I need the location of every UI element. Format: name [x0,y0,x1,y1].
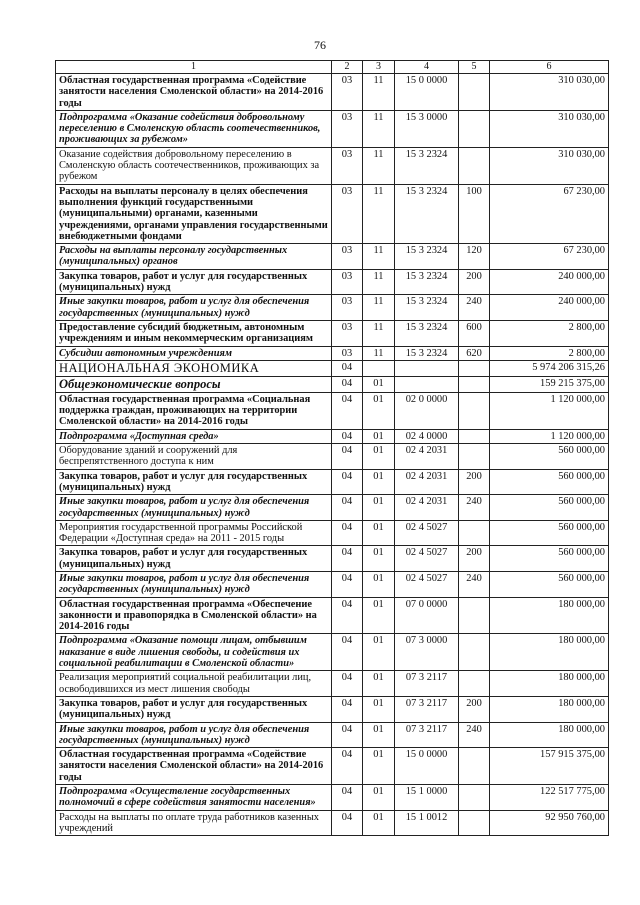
table-row [56,696,609,722]
row-col-3: 01 [363,634,395,671]
row-name: Реализация мероприятий социальной реабилитации лиц, освободившихся из мест лишения свободы [56,671,332,697]
row-col-2: 04 [332,546,363,572]
row-col-2: 03 [332,320,363,346]
table-row [56,244,609,270]
row-name: Подпрограмма «Осуществление государственных полномочий в сфере содействия занятости населения» [56,785,332,811]
row-col-3: 01 [363,696,395,722]
row-col-3: 11 [363,295,395,321]
row-amount: 180 000,00 [490,671,609,697]
row-col-5: 240 [459,295,490,321]
row-col-5 [459,74,490,111]
row-col-2: 04 [332,571,363,597]
row-amount: 92 950 760,00 [490,810,609,836]
row-col-5: 240 [459,495,490,521]
row-col-4: 07 3 2117 [395,671,459,697]
row-col-4: 07 3 2117 [395,722,459,748]
row-name: Подпрограмма «Оказание содействия добровольному переселению в Смоленскую область соотечественников, проживающих за рубежом» [56,110,332,147]
table-row [56,110,609,147]
row-col-5: 240 [459,722,490,748]
row-col-4: 02 4 2031 [395,444,459,470]
row-col-4: 15 3 2324 [395,184,459,243]
row-col-4: 07 3 2117 [395,696,459,722]
row-col-2: 03 [332,147,363,184]
header-col-4: 4 [395,61,459,74]
row-amount: 560 000,00 [490,469,609,495]
row-col-3: 01 [363,571,395,597]
row-col-4: 02 4 5027 [395,546,459,572]
row-col-4: 15 0 0000 [395,748,459,785]
table-row [56,269,609,295]
table-row [56,748,609,785]
row-name: Иные закупки товаров, работ и услуг для обеспечения государственных (муниципальных) нужд [56,722,332,748]
table-row [56,147,609,184]
row-name: Подпрограмма «Оказание помощи лицам, отбывшим наказание в виде лишения свободы, и содействия их социальной реабилитации в Смоленской области» [56,634,332,671]
row-amount: 67 230,00 [490,184,609,243]
row-col-2: 04 [332,696,363,722]
table-row [56,392,609,429]
table-row [56,597,609,634]
row-col-5 [459,634,490,671]
row-amount: 240 000,00 [490,269,609,295]
row-amount: 5 974 206 315,26 [490,360,609,376]
table-row [56,295,609,321]
row-col-4: 15 3 2324 [395,320,459,346]
row-col-3 [363,360,395,376]
row-col-5 [459,376,490,392]
row-name: Оборудование зданий и сооружений для беспрепятственного доступа к ним [56,444,332,470]
table-row [56,360,609,376]
row-col-4: 15 3 2324 [395,269,459,295]
table-row [56,546,609,572]
row-col-4: 02 0 0000 [395,392,459,429]
row-name: Областная государственная программа «Содействие занятости населения Смоленской области» на 2014-2016 годы [56,748,332,785]
row-name: Подпрограмма «Доступная среда» [56,429,332,443]
row-col-5 [459,147,490,184]
row-name: Иные закупки товаров, работ и услуг для обеспечения государственных (муниципальных) нужд [56,495,332,521]
row-col-2: 04 [332,671,363,697]
row-amount: 560 000,00 [490,571,609,597]
row-amount: 180 000,00 [490,722,609,748]
row-col-2: 03 [332,110,363,147]
row-name: Областная государственная программа «Обеспечение законности и правопорядка в Смоленской области» на 2014-2016 годы [56,597,332,634]
row-name: НАЦИОНАЛЬНАЯ ЭКОНОМИКА [56,360,332,376]
row-col-5: 200 [459,546,490,572]
page-number: 76 [314,38,326,52]
row-col-5: 600 [459,320,490,346]
row-col-4: 15 3 2324 [395,295,459,321]
table-row [56,722,609,748]
table-row [56,520,609,546]
row-col-3: 01 [363,722,395,748]
row-col-5: 200 [459,269,490,295]
row-col-3: 01 [363,429,395,443]
row-col-5: 620 [459,346,490,360]
row-col-2: 04 [332,722,363,748]
row-col-2: 04 [332,360,363,376]
row-amount: 310 030,00 [490,74,609,111]
row-col-2: 04 [332,520,363,546]
row-col-2: 04 [332,444,363,470]
row-col-3: 11 [363,269,395,295]
row-col-5: 240 [459,571,490,597]
row-name: Закупка товаров, работ и услуг для государственных (муниципальных) нужд [56,269,332,295]
row-amount: 560 000,00 [490,520,609,546]
row-name: Закупка товаров, работ и услуг для государственных (муниципальных) нужд [56,546,332,572]
row-col-4: 15 3 0000 [395,110,459,147]
row-col-2: 04 [332,495,363,521]
table-row [56,671,609,697]
row-col-4: 02 4 2031 [395,469,459,495]
row-col-3: 01 [363,748,395,785]
row-col-2: 03 [332,295,363,321]
table-row [56,785,609,811]
row-amount: 240 000,00 [490,295,609,321]
row-col-5 [459,392,490,429]
row-name: Оказание содействия добровольному переселению в Смоленскую область соотечественников, проживающих за рубежом [56,147,332,184]
row-col-4: 15 1 0012 [395,810,459,836]
row-amount: 310 030,00 [490,110,609,147]
table-row [56,469,609,495]
header-col-1: 1 [56,61,332,74]
row-col-3: 11 [363,346,395,360]
table-row [56,346,609,360]
header-col-6: 6 [490,61,609,74]
row-amount: 122 517 775,00 [490,785,609,811]
row-col-3: 01 [363,597,395,634]
row-col-5 [459,748,490,785]
row-col-5: 200 [459,469,490,495]
row-col-4: 02 4 5027 [395,571,459,597]
row-amount: 2 800,00 [490,346,609,360]
row-name: Областная государственная программа «Содействие занятости населения Смоленской области» на 2014-2016 годы [56,74,332,111]
row-col-4: 15 3 2324 [395,346,459,360]
row-col-2: 03 [332,244,363,270]
row-col-3: 01 [363,376,395,392]
row-amount: 2 800,00 [490,320,609,346]
table-row [56,634,609,671]
row-col-4: 15 0 0000 [395,74,459,111]
table-row [56,429,609,443]
row-name: Иные закупки товаров, работ и услуг для обеспечения государственных (муниципальных) нужд [56,295,332,321]
row-amount: 560 000,00 [490,444,609,470]
row-col-3: 11 [363,320,395,346]
row-col-3: 01 [363,520,395,546]
table-row [56,495,609,521]
row-col-3: 01 [363,671,395,697]
row-col-4: 15 1 0000 [395,785,459,811]
header-col-3: 3 [363,61,395,74]
row-name: Расходы на выплаты персоналу государственных (муниципальных) органов [56,244,332,270]
row-amount: 157 915 375,00 [490,748,609,785]
row-col-4: 15 3 2324 [395,244,459,270]
row-col-3: 01 [363,495,395,521]
row-col-5 [459,810,490,836]
row-amount: 1 120 000,00 [490,429,609,443]
row-col-5: 100 [459,184,490,243]
row-col-3: 01 [363,785,395,811]
row-amount: 180 000,00 [490,597,609,634]
row-col-3: 01 [363,810,395,836]
table-header-row [56,61,609,74]
row-col-4: 02 4 0000 [395,429,459,443]
row-name: Областная государственная программа «Социальная поддержка граждан, проживающих на территории Смоленской области» на 2014-2016 годы [56,392,332,429]
row-col-4: 07 3 0000 [395,634,459,671]
row-amount: 180 000,00 [490,696,609,722]
row-col-2: 04 [332,429,363,443]
row-col-5 [459,429,490,443]
table-row [56,74,609,111]
row-col-4: 02 4 2031 [395,495,459,521]
row-col-5 [459,520,490,546]
row-col-4 [395,376,459,392]
table-row [56,320,609,346]
row-col-3: 01 [363,546,395,572]
header-col-2: 2 [332,61,363,74]
row-col-3: 01 [363,444,395,470]
row-col-5 [459,671,490,697]
budget-table [55,60,609,836]
row-col-2: 04 [332,810,363,836]
row-col-4 [395,360,459,376]
table-row [56,376,609,392]
row-col-2: 04 [332,469,363,495]
row-col-3: 11 [363,74,395,111]
table-row [56,444,609,470]
row-col-5 [459,597,490,634]
row-col-5 [459,444,490,470]
row-col-2: 03 [332,346,363,360]
row-col-2: 04 [332,634,363,671]
row-col-3: 11 [363,147,395,184]
row-col-4: 07 0 0000 [395,597,459,634]
row-name: Общеэкономические вопросы [56,376,332,392]
row-col-4: 02 4 5027 [395,520,459,546]
row-col-2: 04 [332,597,363,634]
row-amount: 159 215 375,00 [490,376,609,392]
row-col-2: 04 [332,376,363,392]
row-amount: 1 120 000,00 [490,392,609,429]
row-name: Расходы на выплаты персоналу в целях обеспечения выполнения функций государственными (муниципальными) органами, казенными учреждениями, органами управления государственными внебюджетными фондами [56,184,332,243]
row-col-3: 01 [363,392,395,429]
row-name: Предоставление субсидий бюджетным, автономным учреждениям и иным некоммерческим организациям [56,320,332,346]
table-row [56,810,609,836]
row-name: Расходы на выплаты по оплате труда работников казенных учреждений [56,810,332,836]
row-name: Закупка товаров, работ и услуг для государственных (муниципальных) нужд [56,469,332,495]
row-amount: 67 230,00 [490,244,609,270]
header-col-5: 5 [459,61,490,74]
row-col-4: 15 3 2324 [395,147,459,184]
row-name: Мероприятия государственной программы Российской Федерации «Доступная среда» на 2011 - 2015 годы [56,520,332,546]
row-col-2: 03 [332,184,363,243]
row-col-3: 11 [363,184,395,243]
row-col-3: 11 [363,110,395,147]
row-col-5 [459,110,490,147]
row-name: Иные закупки товаров, работ и услуг для обеспечения государственных (муниципальных) нужд [56,571,332,597]
row-amount: 310 030,00 [490,147,609,184]
row-amount: 560 000,00 [490,546,609,572]
row-col-5 [459,360,490,376]
row-col-2: 04 [332,748,363,785]
row-col-2: 04 [332,785,363,811]
row-col-3: 01 [363,469,395,495]
row-col-2: 03 [332,269,363,295]
row-name: Субсидии автономным учреждениям [56,346,332,360]
row-amount: 180 000,00 [490,634,609,671]
row-col-5 [459,785,490,811]
row-amount: 560 000,00 [490,495,609,521]
row-col-3: 11 [363,244,395,270]
row-col-5: 120 [459,244,490,270]
table-row [56,184,609,243]
row-col-5: 200 [459,696,490,722]
row-col-2: 04 [332,392,363,429]
table-row [56,571,609,597]
row-col-2: 03 [332,74,363,111]
row-name: Закупка товаров, работ и услуг для государственных (муниципальных) нужд [56,696,332,722]
